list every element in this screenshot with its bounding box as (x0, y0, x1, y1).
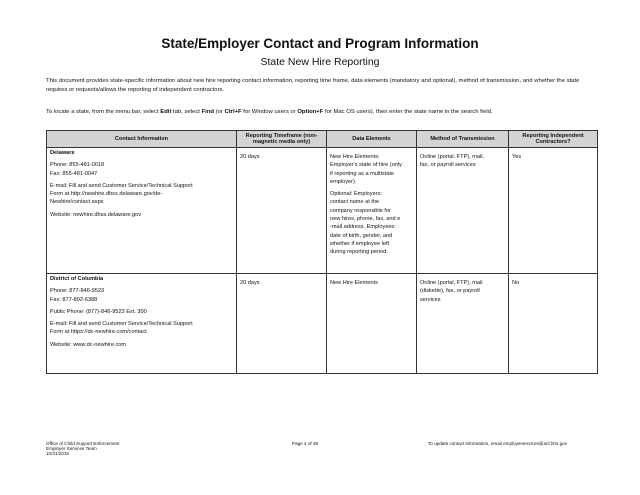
public-phone-number: Public Phone: (877)-846-9523 Ext. 300 (50, 308, 147, 315)
table-row-delaware (47, 148, 598, 274)
footer-date: 10/31/2015 (46, 451, 69, 457)
contractors-value: Yes (512, 154, 522, 160)
footer-office-info (46, 441, 119, 457)
timeframe-cell (237, 274, 327, 374)
contact-cell (47, 274, 237, 374)
find-keyword: Find (201, 109, 214, 115)
method-text: fax, or payroll services (420, 162, 476, 169)
document-subtitle: State New Hire Reporting (260, 56, 380, 68)
contractors-cell (509, 274, 598, 374)
elements-text: if reporting as a multistate (330, 170, 395, 177)
state-name: District of Columbia (50, 276, 104, 282)
elements-text: -mail address. Employees: (330, 224, 396, 231)
instructions-text: tab, select (171, 109, 202, 115)
footer-update-email[interactable]: To update contact information, email employerservices@acf.hhs.gov (428, 441, 567, 446)
elements-text: date of birth, gender, and (330, 232, 393, 239)
contractors-cell (509, 148, 598, 274)
instructions-text: (or (213, 109, 225, 115)
timeframe-value: 20 days (240, 154, 260, 160)
data-elements-cell (327, 148, 417, 274)
email-info: Newhire/contact.aspx (50, 199, 104, 206)
header-reporting-timeframe: Reporting Timeframe (non-magnetic media only) (237, 131, 327, 148)
footer-office-name: Office of Child Support Enforcement (46, 441, 120, 446)
method-text: Online (portal, FTP), mail, (420, 154, 485, 160)
method-cell (417, 148, 509, 274)
ctrl-f-keyword: Ctrl+F (224, 109, 242, 115)
elements-text: new hires, phone, fax, and e (330, 216, 401, 223)
table-header-row (47, 131, 598, 148)
fax-number: Fax: 877-892-6388 (50, 296, 98, 303)
method-text: services (420, 296, 441, 303)
instructions-text: for Mac OS users), then enter the state name in the search field. (323, 109, 493, 115)
instructions-text: To locate a state, from the menu bar, select (46, 109, 161, 115)
header-method-of-transmission: Method of Transmission (417, 131, 509, 148)
data-elements-cell (327, 274, 417, 374)
phone-number: Phone: 855-481-0018 (50, 162, 105, 169)
state-name: Delaware (50, 150, 75, 156)
elements-text: New Hire Elements (330, 280, 378, 286)
website-link[interactable]: Website: newhire.dhss.delaware.gov (50, 211, 141, 218)
email-info: Form at http://newhire.dhss.delaware.gov/de- (50, 191, 163, 198)
method-text: Online (portal, FTP), mail (420, 280, 483, 286)
elements-text: Optional: Employers: (330, 191, 382, 198)
elements-text: company responsible for (330, 207, 391, 214)
elements-text: contact name at the (330, 199, 380, 206)
website-link[interactable]: Website: www.dc-newhire.com (50, 341, 127, 348)
elements-text: employer). (330, 178, 357, 185)
elements-text: Employer's state of hire (only (330, 162, 402, 169)
fax-number: Fax: 855-481-0047 (50, 170, 98, 177)
email-info: E-mail: Fill and send Customer Service/Technical Support (50, 321, 193, 328)
header-contact-information: Contact Information (47, 131, 237, 148)
option-f-keyword: Option+F (297, 109, 324, 115)
elements-text: during reporting period. (330, 249, 388, 256)
header-independent-contractors: Reporting Independent Contractors? (509, 131, 598, 148)
elements-text: New Hire Elements; (330, 154, 380, 160)
table-row-district-of-columbia (47, 274, 598, 374)
email-info: E-mail: Fill and send Customer Service/Technical Support (50, 182, 193, 189)
timeframe-value: 20 days (240, 280, 260, 286)
timeframe-cell (237, 148, 327, 274)
edit-keyword: Edit (160, 109, 172, 115)
contact-cell (47, 148, 237, 274)
footer-team-name: Employer Services Team (46, 446, 97, 452)
elements-text: whether if employee left (330, 240, 390, 247)
contractors-value: No (512, 280, 520, 286)
footer-page-number: Page 4 of 28 (292, 441, 319, 446)
document-title: State/Employer Contact and Program Information (161, 36, 479, 51)
email-info: Form at https://dc-newhire.com/contact (50, 329, 147, 336)
instructions-paragraph (46, 108, 606, 116)
state-contact-table (46, 130, 598, 374)
intro-paragraph: This document provides state-specific information about new hire reporting contact information, reporting time frame, data elements (mandatory and optional), method of transmission, and whether the state requires or requests/allows the reporting of independent contractors. (46, 78, 580, 93)
method-text: (diskette), fax, or payroll (420, 288, 480, 295)
method-cell (417, 274, 509, 374)
instructions-text: for Window users or (241, 109, 298, 115)
phone-number: Phone: 877-846-9523 (50, 288, 105, 295)
header-data-elements: Data Elements (327, 131, 417, 148)
